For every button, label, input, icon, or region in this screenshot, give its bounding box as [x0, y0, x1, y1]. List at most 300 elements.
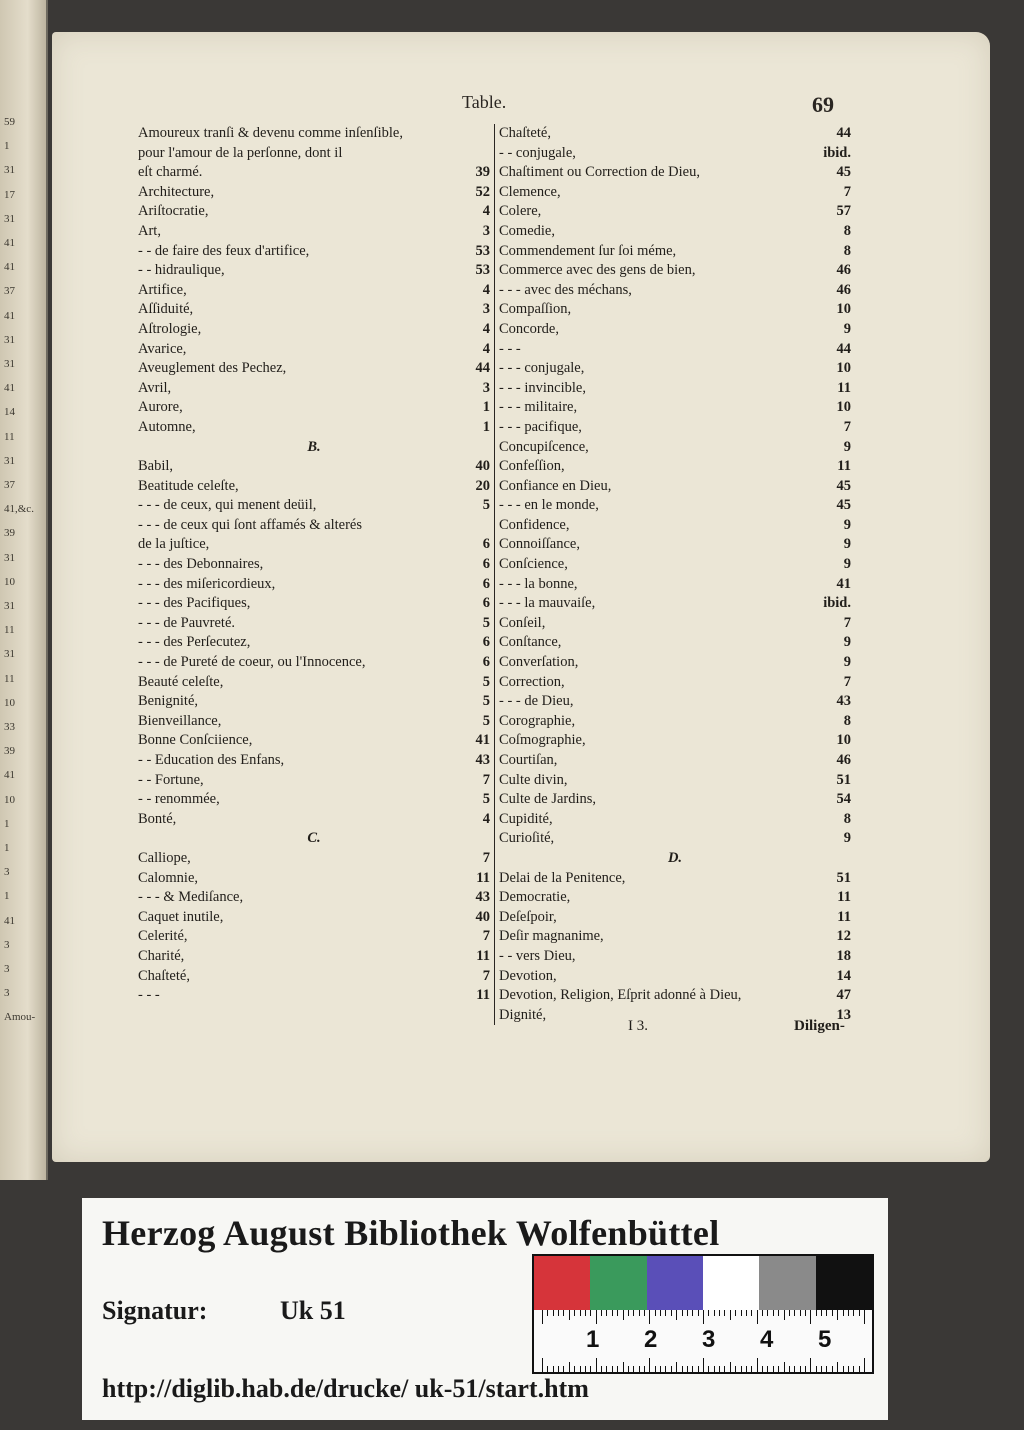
- index-entry-term: pour l'amour de la perſonne, dont il: [138, 144, 343, 161]
- digital-library-url: http://diglib.hab.de/drucke/ uk-51/start.htm: [102, 1374, 589, 1403]
- ruler-tick: [800, 1310, 801, 1316]
- index-entry-term: Celerité,: [138, 928, 188, 945]
- facing-page-number: 41: [4, 261, 15, 274]
- index-entry-page: 53: [475, 262, 490, 279]
- index-entry-page: 20: [475, 477, 490, 494]
- index-entry-page: 11: [476, 947, 490, 964]
- index-entry-term: Devotion,: [499, 967, 557, 984]
- index-entry-page: 6: [482, 634, 490, 651]
- ruler-tick: [816, 1366, 817, 1372]
- ruler-tick: [859, 1366, 860, 1372]
- index-entry-page: 1: [482, 399, 490, 416]
- index-entry: [138, 477, 490, 497]
- index-entry-term: - - de faire des feux d'artifice,: [138, 242, 310, 259]
- ruler-tick: [580, 1310, 581, 1316]
- index-entry: [499, 692, 851, 712]
- ruler-tick: [859, 1310, 860, 1316]
- index-entry-term: Beauté celeſte,: [138, 673, 224, 690]
- facing-page-number: 11: [4, 672, 15, 685]
- index-entry-page: 9: [843, 536, 851, 553]
- color-patch: [703, 1256, 759, 1312]
- index-entry-page: 47: [836, 987, 851, 1004]
- index-entry: [499, 222, 851, 242]
- ruler-tick: [585, 1310, 586, 1316]
- ruler-tick: [676, 1310, 677, 1320]
- index-entry: [138, 849, 490, 869]
- ruler-tick: [864, 1358, 865, 1372]
- facing-page-edge: [0, 0, 48, 1180]
- facing-page-number: 31: [4, 551, 15, 564]
- facing-page-number: 37: [4, 285, 15, 298]
- index-entry-term: - - vers Dieu,: [499, 947, 576, 964]
- index-entry-page: 10: [836, 301, 851, 318]
- index-entry-page: 4: [482, 340, 490, 357]
- index-entry-term: Conſeil,: [499, 614, 546, 631]
- ruler-tick: [805, 1310, 806, 1316]
- ruler-tick: [751, 1366, 752, 1372]
- index-entry: [138, 986, 490, 1006]
- ruler-tick: [542, 1310, 543, 1324]
- index-entry-term: Conſtance,: [499, 634, 562, 651]
- index-entry-page: 7: [843, 418, 851, 435]
- ruler-tick: [590, 1310, 591, 1316]
- facing-page-number: 41: [4, 237, 15, 249]
- index-entry-page: 9: [843, 830, 851, 847]
- index-entry-term: - - - de ceux qui ſont affamés & alterés: [138, 516, 362, 533]
- signature-label: Signatur:: [102, 1296, 208, 1325]
- index-entry-term: D.: [667, 849, 683, 866]
- facing-page-number: 37: [4, 479, 15, 491]
- index-entry-page: 13: [836, 1006, 851, 1023]
- index-entry: [499, 477, 851, 497]
- index-entry-page: 10: [836, 399, 851, 416]
- library-name: Herzog August Bibliothek Wolfenbüttel: [102, 1213, 720, 1253]
- ruler-tick: [767, 1310, 768, 1316]
- ruler-tick: [606, 1366, 607, 1372]
- index-entry-page: 52: [475, 183, 490, 200]
- ruler-number: 3: [702, 1326, 716, 1353]
- index-entry-term: Coſmographie,: [499, 732, 586, 749]
- index-entry: [138, 379, 490, 399]
- index-entry-page: 40: [475, 458, 490, 475]
- index-entry: [499, 810, 851, 830]
- ruler-tick: [853, 1366, 854, 1372]
- index-entry-page: 8: [843, 242, 851, 259]
- index-entry: [499, 496, 851, 516]
- ruler-tick: [741, 1366, 742, 1372]
- index-entry-term: Converſation,: [499, 654, 579, 671]
- ruler-tick: [623, 1362, 624, 1372]
- ruler-tick: [794, 1310, 795, 1316]
- ruler-tick: [628, 1310, 629, 1316]
- index-entry: [138, 810, 490, 830]
- ruler-tick: [757, 1358, 758, 1372]
- index-entry: [138, 320, 490, 340]
- index-entry-page: 54: [836, 791, 851, 808]
- index-entry-page: 3: [482, 301, 490, 318]
- ruler-tick: [767, 1366, 768, 1372]
- ruler-tick: [708, 1310, 709, 1316]
- index-letter-heading: [138, 438, 490, 458]
- ruler-tick: [692, 1310, 693, 1316]
- index-entry: [138, 673, 490, 693]
- index-entry: [499, 869, 851, 889]
- ruler-tick: [832, 1310, 833, 1316]
- ruler-tick: [789, 1310, 790, 1316]
- index-letter-heading: [499, 849, 851, 869]
- index-entry-page: 45: [836, 477, 851, 494]
- facing-page-number: 31: [4, 333, 15, 346]
- index-entry: [138, 124, 490, 144]
- ruler-tick: [746, 1310, 747, 1316]
- index-entry-term: Devotion, Religion, Eſprit adonné à Dieu,: [499, 987, 742, 1004]
- index-entry-term: Curioſité,: [499, 830, 555, 847]
- index-entry-page: ibid.: [823, 595, 851, 612]
- facing-page-number: 39: [4, 745, 15, 758]
- facing-page-number: 14: [4, 406, 15, 419]
- index-entry: [499, 947, 851, 967]
- ruler-number: 2: [644, 1326, 658, 1353]
- ruler-tick: [649, 1310, 650, 1324]
- index-entry: [138, 418, 490, 438]
- index-entry-page: 5: [482, 614, 490, 631]
- page-number: 69: [812, 92, 834, 117]
- index-entry-page: 43: [475, 752, 490, 768]
- ruler-number: 4: [760, 1326, 774, 1353]
- index-entry-term: C.: [307, 830, 321, 847]
- facing-page-number: 31: [4, 648, 15, 661]
- index-entry: [138, 242, 490, 262]
- index-entry: [138, 398, 490, 418]
- index-entry-page: 11: [476, 987, 490, 1004]
- index-entry: [138, 359, 490, 379]
- index-entry: [138, 535, 490, 555]
- ruler-tick: [553, 1366, 554, 1372]
- index-entry-term: - - -: [138, 987, 160, 1004]
- index-entry-term: Avril,: [138, 379, 172, 396]
- index-entry: [499, 535, 851, 555]
- index-entry: [499, 614, 851, 634]
- index-entry: [138, 869, 490, 889]
- ruler-tick: [574, 1366, 575, 1372]
- ruler-tick: [682, 1366, 683, 1372]
- index-entry: [138, 516, 490, 536]
- ruler-tick: [633, 1366, 634, 1372]
- index-entry: [138, 888, 490, 908]
- index-entry-page: 9: [843, 654, 851, 671]
- index-entry: [499, 144, 851, 164]
- ruler-tick: [547, 1310, 548, 1316]
- index-entry-term: - - - invincible,: [499, 379, 586, 396]
- ruler-tick: [671, 1366, 672, 1372]
- index-entry-page: 9: [843, 556, 851, 573]
- index-entry: [138, 281, 490, 301]
- ruler-tick: [778, 1310, 779, 1316]
- index-entry-term: - - conjugale,: [499, 144, 576, 161]
- index-entry-term: Aurore,: [138, 399, 183, 416]
- index-entry-page: 9: [843, 634, 851, 651]
- index-entry-term: eſt charmé.: [138, 164, 203, 181]
- index-column-right: [494, 124, 851, 1025]
- facing-page-number: 39: [4, 527, 15, 540]
- facing-page-number: 10: [4, 696, 15, 709]
- index-entry-term: - - - des Pacifiques,: [138, 595, 251, 612]
- index-entry-page: 45: [836, 497, 851, 514]
- index-entry-term: Bonté,: [138, 810, 177, 827]
- ruler-tick: [724, 1310, 725, 1316]
- index-entry-page: 44: [475, 360, 490, 377]
- index-entry-page: 7: [843, 183, 851, 200]
- ruler-tick: [714, 1366, 715, 1372]
- ruler-tick: [542, 1358, 543, 1372]
- ruler-tick: [639, 1310, 640, 1316]
- ruler-tick: [601, 1310, 602, 1316]
- ruler-tick: [773, 1366, 774, 1372]
- index-entry-term: Correction,: [499, 673, 565, 690]
- index-entry-term: Courtiſan,: [499, 752, 558, 768]
- ruler-tick: [853, 1310, 854, 1316]
- ruler-tick: [746, 1366, 747, 1372]
- index-entry-page: 9: [843, 320, 851, 337]
- index-entry: [138, 731, 490, 751]
- index-entry: [138, 496, 490, 516]
- index-entry-term: Confeſſion,: [499, 458, 565, 475]
- ruler-tick: [762, 1366, 763, 1372]
- ruler-tick: [655, 1366, 656, 1372]
- index-entry-page: 41: [475, 732, 490, 749]
- index-entry-term: Art,: [138, 222, 161, 239]
- color-patch: [816, 1256, 872, 1312]
- index-entry-page: 10: [836, 360, 851, 377]
- index-entry: [138, 300, 490, 320]
- index-entry: [138, 751, 490, 771]
- index-entry-page: 6: [482, 536, 490, 553]
- ruler-tick: [708, 1366, 709, 1372]
- index-entry: [138, 163, 490, 183]
- index-entry-term: - - - la mauvaiſe,: [499, 595, 596, 612]
- index-entry-term: Corographie,: [499, 712, 576, 729]
- index-entry-term: Commerce avec des gens de bien,: [499, 262, 696, 279]
- index-entry-page: 7: [843, 614, 851, 631]
- ruler-tick: [553, 1310, 554, 1316]
- index-entry: [499, 438, 851, 458]
- index-entry-page: 4: [482, 281, 490, 298]
- ruler-tick: [623, 1310, 624, 1320]
- ruler-tick: [633, 1310, 634, 1316]
- facing-page-number: 1: [4, 890, 10, 903]
- catchword: Diligen-: [794, 1018, 845, 1034]
- index-entry-term: - - - la bonne,: [499, 575, 578, 592]
- facing-page-number: 31: [4, 358, 15, 370]
- ruler-tick: [805, 1366, 806, 1372]
- index-entry-term: Compaſſion,: [499, 301, 572, 318]
- ruler-tick: [687, 1366, 688, 1372]
- index-entry-term: Calliope,: [138, 849, 191, 866]
- index-entry-term: Aveuglement des Pechez,: [138, 360, 287, 377]
- measurement-ruler: [532, 1310, 874, 1374]
- ruler-tick: [714, 1310, 715, 1316]
- ruler-tick: [671, 1310, 672, 1316]
- index-entry-term: Beatitude celeſte,: [138, 477, 239, 494]
- index-entry-term: Bienveillance,: [138, 712, 222, 729]
- facing-page-number: 3: [4, 963, 10, 975]
- ruler-tick: [703, 1358, 704, 1372]
- ruler-tick: [730, 1310, 731, 1320]
- signature-value: Uk 51: [280, 1296, 346, 1325]
- index-entry: [499, 261, 851, 281]
- index-entry-term: Dignité,: [499, 1006, 547, 1023]
- ruler-tick: [649, 1358, 650, 1372]
- facing-page-number: 31: [4, 454, 15, 467]
- index-entry-term: - - renommée,: [138, 791, 220, 808]
- index-entry-page: 6: [482, 575, 490, 592]
- facing-page-number: 3: [4, 938, 10, 951]
- ruler-number: 5: [818, 1326, 832, 1353]
- color-patch: [590, 1256, 646, 1312]
- index-entry-page: ibid.: [823, 144, 851, 161]
- facing-page-number: 11: [4, 624, 15, 637]
- facing-page-number: 1: [4, 842, 10, 854]
- index-entry: [138, 340, 490, 360]
- facing-page-number: 41: [4, 382, 15, 395]
- ruler-tick: [794, 1366, 795, 1372]
- index-entry-page: 4: [482, 810, 490, 827]
- index-entry-page: 10: [836, 732, 851, 749]
- index-entry-term: Confiance en Dieu,: [499, 477, 612, 494]
- index-entry-page: 4: [482, 203, 490, 220]
- index-entry: [138, 771, 490, 791]
- index-entry-page: 5: [482, 791, 490, 808]
- index-entry-term: - - - de Pureté de coeur, ou l'Innocence,: [138, 654, 366, 671]
- index-entry-term: Deſir magnanime,: [499, 928, 604, 945]
- index-entry-term: - - - pacifique,: [499, 418, 582, 435]
- index-entry-page: 40: [475, 908, 490, 925]
- index-entry-term: Amoureux tranſi & devenu comme inſenſible,: [138, 125, 403, 141]
- index-entry-page: 5: [482, 712, 490, 729]
- index-entry-term: Chaſteté,: [499, 125, 551, 141]
- index-entry-term: - - - de Dieu,: [499, 693, 574, 710]
- ruler-tick: [751, 1310, 752, 1316]
- facing-page-number: 31: [4, 600, 15, 612]
- ruler-tick: [590, 1366, 591, 1372]
- ruler-tick: [612, 1310, 613, 1316]
- ruler-tick: [821, 1310, 822, 1316]
- index-entry-term: - - - des miſericordieux,: [138, 575, 276, 592]
- ruler-tick: [698, 1366, 699, 1372]
- facing-page-number: 1: [4, 817, 10, 830]
- index-entry: [499, 633, 851, 653]
- index-entry-page: 8: [843, 810, 851, 827]
- index-entry-term: Colere,: [499, 203, 542, 220]
- index-entry-page: 6: [482, 556, 490, 573]
- facing-page-number: 33: [4, 721, 15, 733]
- index-entry-page: 4: [482, 320, 490, 337]
- index-entry-page: 46: [836, 262, 851, 279]
- index-entry: [499, 731, 851, 751]
- index-entry-page: 8: [843, 222, 851, 239]
- ruler-tick: [730, 1362, 731, 1372]
- ruler-tick: [773, 1310, 774, 1316]
- index-entry-page: 7: [482, 928, 490, 945]
- index-entry: [499, 340, 851, 360]
- index-entry-term: - - - en le monde,: [499, 497, 599, 514]
- index-entry: [138, 790, 490, 810]
- index-entry-term: Comedie,: [499, 222, 555, 239]
- index-entry-term: Deſeſpoir,: [499, 908, 557, 925]
- ruler-tick: [596, 1310, 597, 1324]
- ruler-tick: [676, 1362, 677, 1372]
- index-entry-page: 7: [482, 849, 490, 866]
- facing-page-number: 31: [4, 212, 15, 225]
- ruler-tick: [848, 1366, 849, 1372]
- index-entry-page: 11: [837, 889, 851, 906]
- index-entry-page: 5: [482, 673, 490, 690]
- index-entry-term: Delai de la Penitence,: [499, 869, 626, 886]
- index-entry: [499, 712, 851, 732]
- ruler-tick: [719, 1366, 720, 1372]
- ruler-tick: [558, 1366, 559, 1372]
- ruler-tick: [698, 1310, 699, 1316]
- ruler-tick: [665, 1366, 666, 1372]
- library-label-card: [82, 1198, 888, 1420]
- facing-page-number: 41: [4, 309, 15, 322]
- index-entry-page: 44: [836, 340, 851, 357]
- index-entry-page: 7: [482, 771, 490, 788]
- index-letter-heading: [138, 829, 490, 849]
- index-entry-page: 46: [836, 281, 851, 298]
- index-entry: [499, 457, 851, 477]
- index-entry: [499, 418, 851, 438]
- index-entry-page: 39: [475, 164, 490, 181]
- index-entry: [138, 947, 490, 967]
- index-entry-page: 11: [837, 379, 851, 396]
- index-entry-page: 51: [836, 771, 851, 788]
- index-entry: [138, 457, 490, 477]
- index-entry-term: - - hidraulique,: [138, 262, 225, 279]
- ruler-tick: [660, 1366, 661, 1372]
- index-entry-page: 5: [482, 497, 490, 514]
- index-entry: [499, 888, 851, 908]
- index-entry-term: Clemence,: [499, 183, 561, 200]
- index-entry: [499, 927, 851, 947]
- index-entry-page: 11: [837, 908, 851, 925]
- index-entry-term: Calomnie,: [138, 869, 199, 886]
- index-entry-term: - - - de ceux, qui menent deüil,: [138, 497, 317, 514]
- ruler-tick: [687, 1310, 688, 1316]
- index-entry-term: Cupidité,: [499, 810, 553, 827]
- ruler-tick: [826, 1310, 827, 1316]
- index-entry-term: Architecture,: [138, 183, 215, 200]
- index-entry: [499, 751, 851, 771]
- index-entry-term: Confidence,: [499, 516, 570, 533]
- ruler-tick: [843, 1310, 844, 1316]
- index-entry-term: Ariſtocratie,: [138, 203, 209, 220]
- index-entry-term: - - Education des Enfans,: [138, 752, 285, 768]
- ruler-tick: [547, 1366, 548, 1372]
- index-entry-term: Automne,: [138, 418, 196, 435]
- ruler-tick: [628, 1366, 629, 1372]
- index-entry-term: Babil,: [138, 458, 174, 475]
- index-entry: [499, 183, 851, 203]
- ruler-tick: [660, 1310, 661, 1316]
- index-entry-page: 53: [475, 242, 490, 259]
- index-entry-page: 57: [836, 203, 851, 220]
- ruler-tick: [816, 1310, 817, 1316]
- color-patch: [647, 1256, 703, 1312]
- ruler-tick: [639, 1366, 640, 1372]
- index-entry-term: Conſcience,: [499, 556, 568, 573]
- index-entry: [138, 144, 490, 164]
